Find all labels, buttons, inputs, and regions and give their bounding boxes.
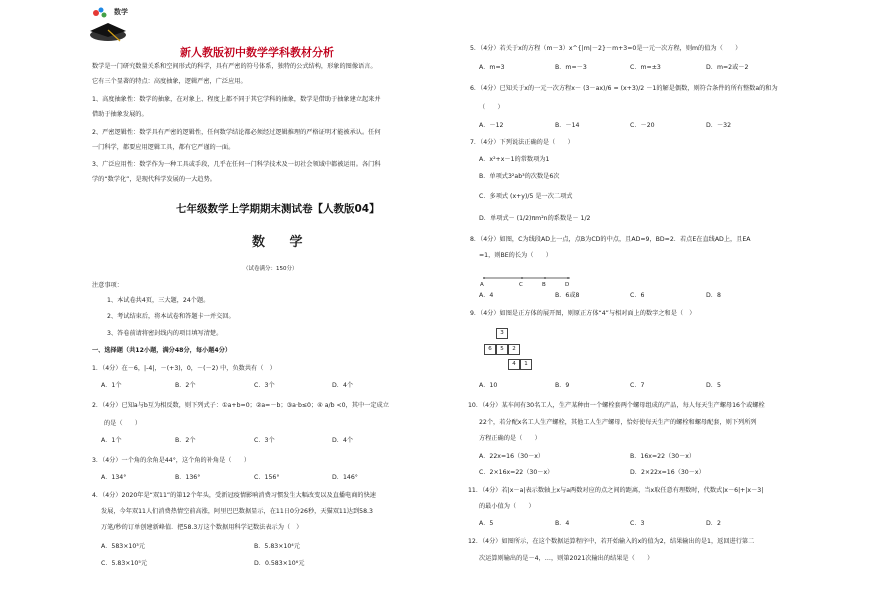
intro-line: 学的“数学化”，是现代科学发展的一大趋势。 [92, 176, 216, 183]
question-stem-cont: 万笔/秒的订单创建新峰值．把58.3万这个数据用科学记数法表示为（ ） [101, 524, 303, 531]
question-stem: 2．（4分）已知a与b互为相反数，则下列式子：①a+b=0；②a=－b；③a·b≤0；④ a/b <0，其中一定成立 [92, 402, 389, 409]
exam-title: 七年级数学上学期期末测试卷【人教版04】 [176, 203, 380, 215]
option: B．9 [555, 382, 570, 389]
question-stem: 7．（4分）下列说法正确的是（ ） [470, 139, 574, 146]
option: B．2个 [175, 437, 196, 444]
intro-line: 3、广泛应用性：数学作为一种工具或手段，几乎在任何一门科学技术及一切社会领域中都被运用。各门科 [92, 161, 381, 168]
question-stem-cont: 22个，若分配x名工人生产螺栓，其他工人生产螺母，恰好使每天生产的螺栓和螺母配套，则下列所列 [479, 419, 757, 426]
notice-item: 3、答卷前请将密封线内的项目填写清楚。 [107, 330, 223, 337]
option: A．－12 [479, 122, 504, 129]
option: B．2个 [175, 382, 196, 389]
option: B．16x=22（30－x） [630, 453, 696, 460]
option: D．0.583×10⁶元 [254, 560, 305, 567]
point-label-a: A [480, 282, 484, 288]
option: B．单项式3²ab³的次数是6次 [479, 173, 560, 180]
option: A．4 [479, 292, 494, 299]
option: D．5 [706, 382, 721, 389]
option: C．7 [630, 382, 645, 389]
cube-net-cell: 2 [508, 344, 520, 355]
option: A．10 [479, 382, 498, 389]
option: D．单项式－ (1/2)πm²n的系数是－ 1/2 [479, 215, 591, 222]
question-stem-cont: 的是（ ） [104, 420, 142, 427]
option: A．1个 [101, 382, 122, 389]
option: C．6 [630, 292, 645, 299]
notice-item: 2、考试结束后，将本试卷和答题卡一并交回。 [107, 313, 235, 320]
question-stem: 11．（4分）若|x－a|表示数轴上x与a两数对应的点之间的距离，当x取任意有理数时，代数式|x－6|+|x－3| [468, 487, 764, 494]
question-stem: 12．（4分）如图所示，在这个数据运算程序中，若开始输入的x的值为2，结果输出的是1，返回进行第二 [468, 538, 755, 545]
question-stem: 10．（4分）某车间有30名工人，生产某种由一个螺栓套两个螺母组成的产品，每人每天生产螺母16个或螺栓 [468, 402, 765, 409]
option: D．－32 [706, 122, 732, 129]
cube-net-cell: 3 [496, 328, 508, 339]
option: C．3个 [254, 437, 275, 444]
question-stem: 3．（4分）一个角的余角是44°，这个角的补角是（ ） [92, 457, 251, 464]
option: D．2 [706, 520, 721, 527]
question-stem-cont: 方程正确的是（ ） [479, 435, 541, 442]
option: B．m=－3 [555, 64, 587, 71]
notice-item: 1、本试卷共4页，三大题，24个题。 [107, 297, 210, 304]
option: C．－20 [630, 122, 655, 129]
option: B．4 [555, 520, 570, 527]
option: A．134° [101, 474, 127, 481]
question-stem-cont: （ ） [479, 104, 504, 111]
cube-net-cell: 5 [496, 344, 508, 355]
segment-diagram [482, 275, 574, 287]
point-label-c: C [519, 282, 523, 288]
option: C．3 [630, 520, 645, 527]
option: D．146° [332, 474, 358, 481]
option: A．22x=16（30－x） [479, 453, 545, 460]
option: B．－14 [555, 122, 580, 129]
option: C．156° [254, 474, 280, 481]
question-stem: 5．（4分）若关于x的方程（m－3）x^{|m|－2}－m+3=0是一元一次方程，则m的值为（ ） [470, 45, 742, 52]
question-stem-cont: 次运算则输出的是－4，…，则第2021次输出的结果是（ ） [479, 555, 654, 562]
question-stem: 9．（4分）如图是正方体的展开图，则原正方体“4”与相对面上的数字之和是（ ） [470, 310, 696, 317]
option: D．4个 [332, 437, 354, 444]
option: A．5 [479, 520, 494, 527]
intro-line: 2、严密逻辑性：数学具有严密的逻辑性，任何数学结论都必须经过逻辑推理的严格证明才能被承认。任何 [92, 129, 381, 136]
option: C．5.83×10⁵元 [101, 560, 148, 567]
option: A．m=3 [479, 64, 505, 71]
intro-line: 一门科学，都要应用逻辑工具，都有它严谨的一面。 [92, 144, 235, 151]
question-stem: 8．（4分）如图，C为线段AD上一点，点B为CD的中点，且AD=9，BD=2．若点E在直线AD上，且EA [470, 236, 751, 243]
logo-label: 数学 [114, 8, 128, 16]
question-stem: 4．（4分）2020年是“双11”的第12个年头，受新冠疫情影响消费习惯发生大幅改变以及直播电商的快速 [92, 492, 376, 499]
option: C．3个 [254, 382, 275, 389]
question-stem-cont: =1，则BE的长为（ ） [479, 252, 552, 259]
intro-line: 它有三个显著的特点：高度抽象，逻辑严密，广泛应用。 [92, 78, 247, 85]
exam-subject: 数 学 [252, 235, 313, 250]
option: D．2×22x=16（30－x） [630, 469, 705, 476]
option: D．8 [706, 292, 721, 299]
point-label-b: B [542, 282, 546, 288]
option: C．m=±3 [630, 64, 661, 71]
cube-net-cell: 4 [508, 359, 520, 370]
notice-title: 注意事项： [92, 282, 123, 289]
question-stem-cont: 发展，今年双11人们消费热情空前高涨，阿里巴巴数据显示，在11日0分26秒，天猫双11达到58.3 [101, 508, 373, 515]
option: A．583×10³元 [101, 543, 145, 550]
question-stem: 1．（4分）在－6，|-4|，－(+3)，0，－(－2) 中，负数共有（ ） [92, 365, 276, 372]
question-stem: 6．（4分）已知关于x的一元一次方程x－ (3－ax)/6 = (x+3)/2 －1的解是偶数，则符合条件的所有整数a的和为 [470, 85, 778, 92]
section-heading: 一、选择题（共12小题，满分48分，每小题4分） [92, 347, 232, 354]
intro-line: 借助于抽象发展的。 [92, 111, 148, 118]
option: C．多项式 (x+y)/5 是一次二项式 [479, 193, 573, 200]
cube-net-cell: 1 [520, 359, 532, 370]
question-stem-cont: 的最小值为（ ） [479, 503, 535, 510]
option: B．136° [175, 474, 201, 481]
header-title: 新人教版初中数学学科教材分析 [180, 46, 334, 59]
cube-net-cell: 6 [484, 344, 496, 355]
option: A．1个 [101, 437, 122, 444]
option: B．5.83×10⁴元 [254, 543, 300, 550]
intro-line: 数学是一门研究数量关系和空间形式的科学，具有严密的符号体系，独特的公式结构，形象的图像语言。 [92, 63, 377, 70]
intro-line: 1、高度抽象性：数学的抽象，在对象上、程度上都不同于其它学科的抽象，数学是借助于抽象建立起来并 [92, 96, 381, 103]
option: C．2×16x=22（30－x） [479, 469, 554, 476]
option: A．x²+x－1的常数项为1 [479, 156, 550, 163]
option: D．m=2或－2 [706, 64, 749, 71]
option: D．4个 [332, 382, 354, 389]
exam-score: （试卷满分：150分） [243, 266, 298, 272]
option: B．6或8 [555, 292, 580, 299]
point-label-d: D [565, 282, 570, 288]
